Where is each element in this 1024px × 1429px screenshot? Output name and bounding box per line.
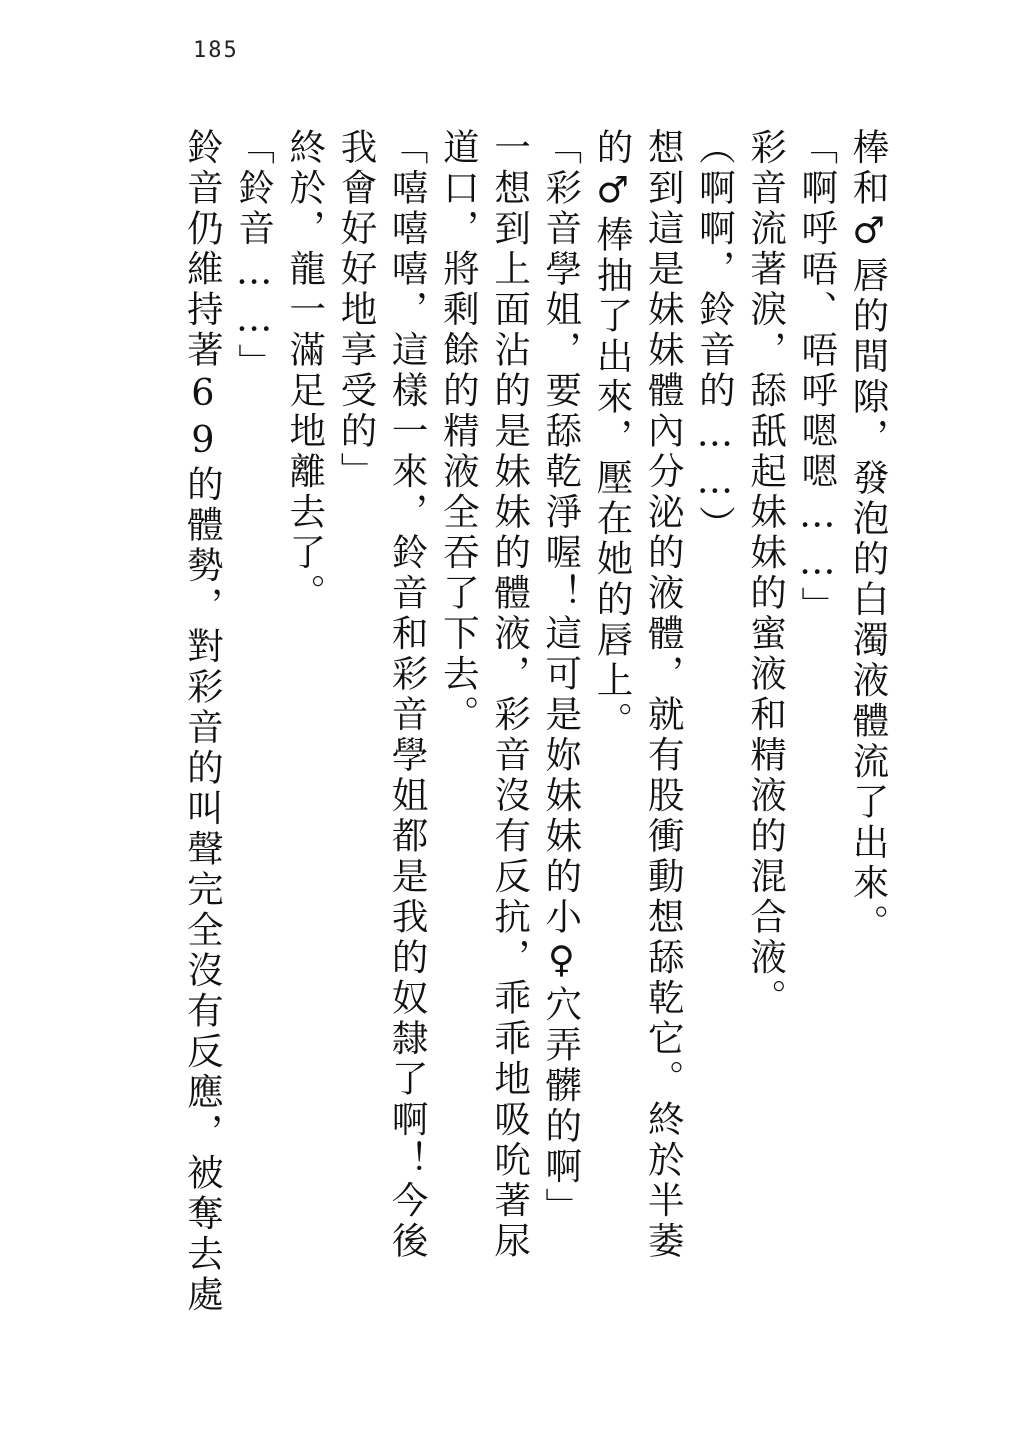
text-line: 「嘻嘻嘻，這樣一來，鈴音和彩音學姐都是我的奴隸了啊！今後 (386, 128, 430, 1262)
text-line: （啊啊，鈴音的……） (693, 128, 737, 546)
text-line: 的♂棒抽了出來，壓在她的唇上。 (590, 128, 634, 742)
text-line: 彩音流著淚，舔舐起妹妹的蜜液和精液的混合液。 (744, 128, 788, 1019)
text-line: 「鈴音……」 (232, 128, 276, 384)
text-line: 「啊呼唔、唔呼嗯嗯……」 (795, 128, 839, 627)
text-line: 一想到上面沾的是妹妹的體液，彩音沒有反抗，乖乖地吸吮著尿 (488, 128, 532, 1262)
text-line: 鈴音仍維持著69的體勢，對彩音的叫聲完全沒有反應，被奪去處 (181, 128, 225, 1316)
text-line: 「彩音學姐，要舔乾淨喔！這可是妳妹妹的小♀穴弄髒的啊」 (539, 128, 583, 1228)
text-line: 想到這是妹妹體內分泌的液體，就有股衝動想舔乾它。終於半萎 (642, 128, 686, 1262)
text-line: 棒和♂唇的間隙，發泡的白濁液體流了出來。 (847, 128, 890, 945)
text-line: 終於，龍一滿足地離去了。 (283, 128, 327, 614)
text-line: 我會好好地享受的」 (334, 128, 378, 493)
text-line: 道口，將剩餘的精液全吞了下去。 (437, 128, 481, 736)
page-number: 185 (193, 38, 239, 63)
vertical-text-body (177, 128, 894, 1316)
